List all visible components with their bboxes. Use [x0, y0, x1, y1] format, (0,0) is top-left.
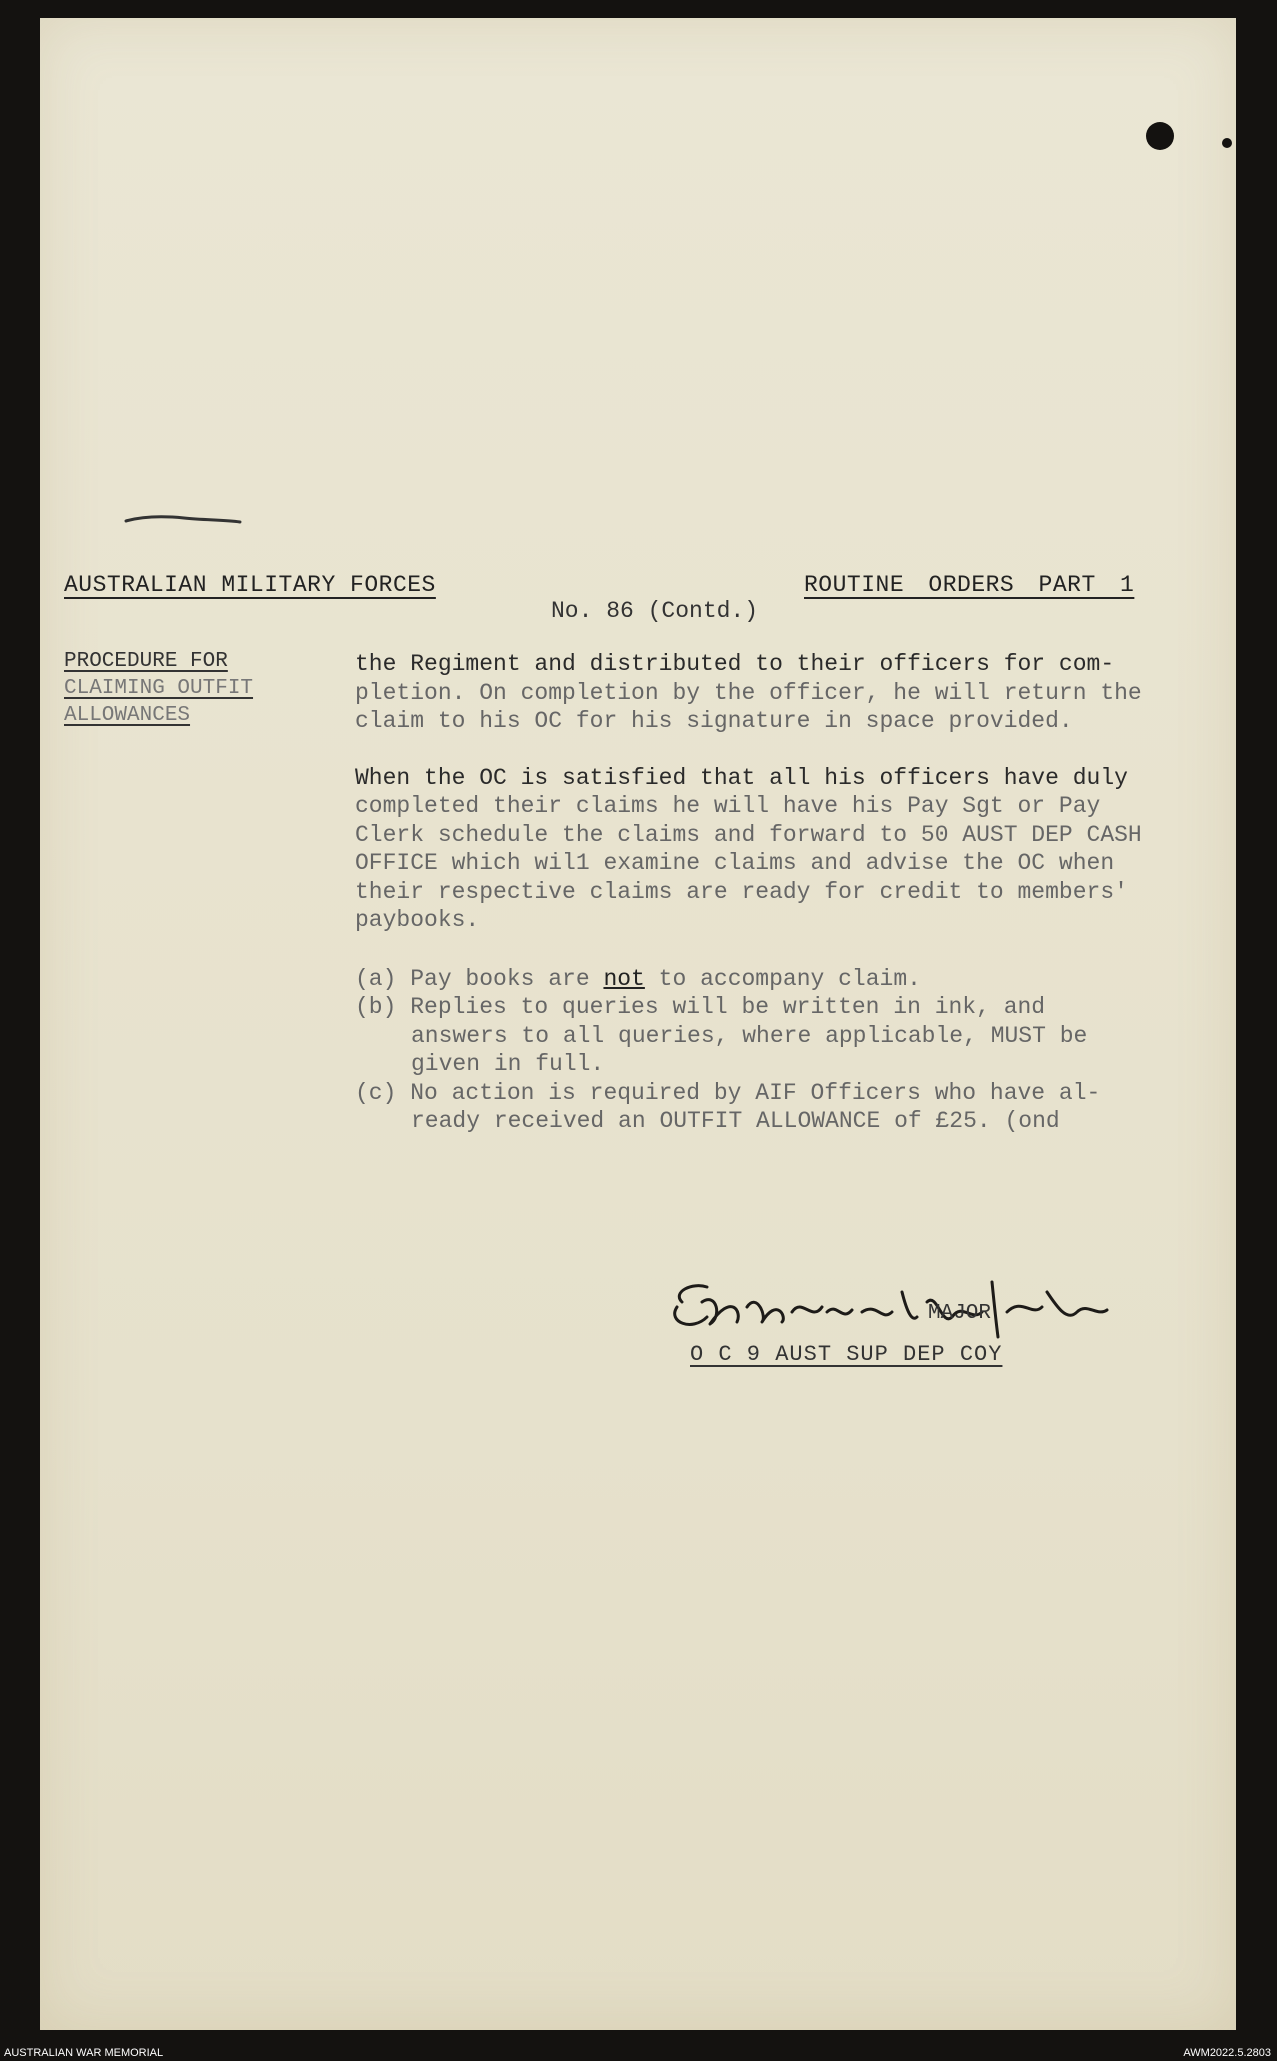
list-item-a — [355, 965, 1235, 994]
item-a-text: (a) Pay books are — [355, 965, 604, 992]
margin-heading-line2: CLAIMING OUTFIT — [64, 677, 254, 700]
margin-heading — [64, 648, 304, 729]
conditions-list — [355, 965, 1235, 1136]
list-item-b-cont: answers to all queries, where applicable, MUST be — [411, 1022, 1088, 1049]
pencil-mark — [124, 512, 244, 526]
body-line: completed their claims he will have his Pay Sgt or Pay — [355, 793, 1101, 819]
body-line: their respective claims are ready for credit to members' — [355, 878, 1128, 905]
body-line: pletion. On completion by the officer, he will return the — [355, 679, 1142, 706]
margin-heading-line3: ALLOWANCES — [64, 704, 191, 727]
list-item-c: (c) No action is required by AIF Officers who have al- — [355, 1079, 1101, 1106]
item-a-emphasis: not — [603, 965, 645, 992]
body-line: OFFICE which wil1 examine claims and advise the OC when — [355, 850, 1115, 876]
body-line: paybooks. — [355, 907, 480, 933]
list-item-b: (b) Replies to queries will be written in ink, and — [355, 994, 1046, 1020]
body-line: claim to his OC for his signature in space provided. — [355, 708, 1073, 734]
body-line: When the OC is satisfied that all his officers have duly — [355, 764, 1128, 791]
item-a-text-end: to accompany claim. — [644, 965, 921, 992]
signatory-unit: O C 9 AUST SUP DEP COY — [690, 1342, 1003, 1367]
body-line: Clerk schedule the claims and forward to 50 AUST DEP CASH — [355, 821, 1142, 848]
footer-archive-name: AUSTRALIAN WAR MEMORIAL — [4, 2047, 164, 2059]
header-routine-orders: ROUTINE ORDERS PART 1 — [804, 572, 1135, 598]
punch-hole-small — [1222, 138, 1232, 148]
signatory-rank: MAJOR — [928, 1302, 992, 1325]
margin-heading-line1: PROCEDURE FOR — [64, 650, 228, 673]
handwritten-signature — [662, 1262, 1122, 1352]
paragraph-claims-procedure — [355, 764, 1235, 935]
header-organisation: AUSTRALIAN MILITARY FORCES — [64, 572, 436, 598]
punch-hole — [1146, 122, 1174, 150]
list-item-c-cont: ready received an OUTFIT ALLOWANCE of £25. (ond — [411, 1108, 1060, 1134]
order-body — [355, 650, 1235, 1136]
footer-accession-number: AWM2022.5.2803 — [1183, 2047, 1271, 2059]
list-item-b-cont: given in full. — [411, 1051, 605, 1077]
order-number: No. 86 (Contd.) — [551, 598, 759, 624]
body-line: the Regiment and distributed to their officers for com- — [355, 651, 1115, 677]
